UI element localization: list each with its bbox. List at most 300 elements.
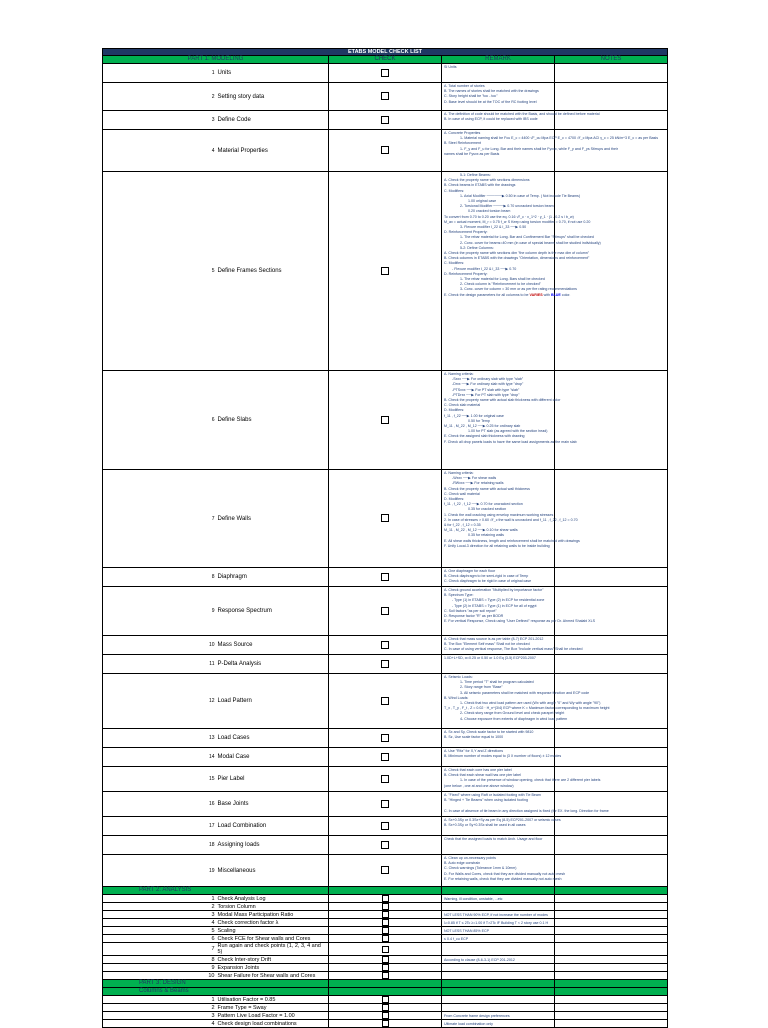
checklist-row: [103, 767, 668, 792]
remark-line: B. In case of using ECP, it could be replaced with IBS code: [444, 117, 538, 122]
remark-line: -Sxxx ──▶ For ordinary slab with type "slab": [452, 377, 524, 382]
row-number: 2: [103, 903, 216, 911]
part2-header-check: [329, 887, 442, 895]
remark-line: A. Total number of stories: [444, 84, 485, 88]
notes-cell[interactable]: [555, 748, 668, 767]
check-cell[interactable]: [329, 836, 442, 855]
remark-line: SI Units: [444, 65, 457, 69]
row-number: 19: [103, 855, 216, 887]
remark-line: 3- Flexure modifier I_22 & I_33 ──▶ 0.50: [460, 225, 527, 230]
remark-line: A. One diaphragm for each floor: [444, 569, 496, 573]
header-remark: REMARK: [442, 56, 555, 64]
remark-line: B. The Box "Element Self mass" Shall not be checked: [444, 642, 530, 647]
checklist-row: [103, 1020, 668, 1028]
remark-line: 0.35 for cracked section: [468, 507, 507, 512]
notes-cell[interactable]: [555, 83, 668, 111]
item-label: Utilisation Factor = 0.85: [216, 996, 329, 1004]
remark-cell: [442, 903, 555, 911]
check-box[interactable]: [382, 996, 389, 1003]
checklist-table: [102, 48, 668, 1028]
header-part: PART 1: MODELING: [103, 56, 329, 64]
notes-cell[interactable]: [555, 903, 668, 911]
row-number: 13: [103, 729, 216, 748]
notes-cell[interactable]: [555, 972, 668, 980]
notes-cell[interactable]: [555, 817, 668, 836]
check-cell[interactable]: [329, 674, 442, 729]
check-cell[interactable]: [329, 729, 442, 748]
remark-line: C. Check warnings (Tolerance 1mm & 10mm): [444, 866, 517, 871]
check-box[interactable]: [381, 660, 389, 668]
item-label: Setting story data: [216, 83, 329, 111]
remark-line: 0.20 cracked torsion beam: [468, 209, 511, 214]
row-number: 2: [103, 1004, 216, 1012]
notes-cell[interactable]: [555, 919, 668, 927]
notes-cell[interactable]: [555, 172, 668, 371]
check-box[interactable]: [382, 919, 389, 926]
check-cell[interactable]: [329, 964, 442, 972]
item-label: Load Cases: [216, 729, 329, 748]
notes-cell[interactable]: [555, 943, 668, 956]
check-cell[interactable]: [329, 972, 442, 980]
part3-header-notes: [555, 980, 668, 988]
remark-line: C. In case of absence of tie beam in any direction assigned is fixed (for EX. the long. Direction for frame: [444, 808, 609, 813]
item-label: Assigning loads: [216, 836, 329, 855]
item-label: Define Slabs: [216, 371, 329, 470]
remark-line: B. Check that each shear wall has one pier label: [444, 773, 521, 778]
remark-line: 1- F_y and F_u for Long. Bar and their names shall be Fyxxx, while F_y and F_ys Stirrups and their: [460, 146, 619, 151]
check-cell[interactable]: [329, 943, 442, 956]
remark-line: M_11 , M_22 , M_12 ──▶ 0.25 for ordinary slab: [444, 424, 521, 429]
check-cell[interactable]: [329, 748, 442, 767]
row-number: 3: [103, 911, 216, 919]
remark-line: A. Check the property name with sections dim "the column depth is the max dim of column": [444, 251, 589, 256]
check-box[interactable]: [381, 734, 389, 742]
item-label: Diaphragm: [216, 568, 329, 587]
remark-cell: [442, 655, 555, 674]
notes-cell[interactable]: [555, 636, 668, 655]
check-box[interactable]: [381, 573, 389, 581]
check-cell[interactable]: [329, 911, 442, 919]
item-label: Check correction factor λ: [216, 919, 329, 927]
remark-line: 4- Choose exposure from extents of diaphragm in wind load pattern: [460, 716, 568, 721]
row-number: 4: [103, 130, 216, 172]
check-cell[interactable]: [329, 1020, 442, 1028]
notes-cell[interactable]: [555, 371, 668, 470]
check-cell[interactable]: [329, 767, 442, 792]
remark-line: F. Check all drop panels loads to have the same load assignments as the main slab: [444, 439, 577, 444]
part3-header-label: PART 3: DESIGN: [103, 980, 329, 988]
row-number: 3: [103, 111, 216, 130]
item-label: Base Joints: [216, 792, 329, 817]
check-cell[interactable]: [329, 792, 442, 817]
remark-line: D. Base level should be at the TOC of the RC footing level: [444, 99, 537, 104]
remark-line: A. Sx and Sy, Check scale factor to be started with 9810: [444, 730, 534, 734]
remark-line: -Wxxx ──▶ For shear walls: [452, 476, 497, 481]
check-cell[interactable]: [329, 1004, 442, 1012]
remark-line: A. Seismic Loads:: [444, 675, 473, 679]
row-number: 6: [103, 935, 216, 943]
remark-line: B. Check columns in ETABS with the drawings "Orientation, dimensions and reinforcement": [444, 256, 590, 261]
item-label: Scaling: [216, 927, 329, 935]
check-cell[interactable]: [329, 903, 442, 911]
checklist-row: [103, 587, 668, 636]
check-box[interactable]: [382, 946, 389, 953]
remark-line: & for f_22 , f_12 = 0.35: [444, 523, 481, 528]
checklist-row: [103, 748, 668, 767]
check-cell[interactable]: [329, 111, 442, 130]
remark-line: -RWxxx ──▶ For retaining walls: [452, 481, 504, 486]
row-number: 5: [103, 172, 216, 371]
remark-line: E. Check the design parameters for all columns to be VARIES with BLUE color.: [444, 292, 571, 297]
notes-cell[interactable]: [555, 895, 668, 903]
check-box[interactable]: [381, 753, 389, 761]
check-box[interactable]: [382, 964, 389, 971]
remark-line: M_ax = actual moment, M_r = 0.75 f_cr S Keep using torsion modifier = 0.70, if not use 0.20: [444, 219, 591, 224]
remark-cell: [442, 172, 601, 371]
check-cell[interactable]: [329, 83, 442, 111]
item-label: Modal Mass Participation Ratio: [216, 911, 329, 919]
remark-line: A. Sx+0.3Sy or 0.3Sx+Sy as per Eq (8-5) ECP201-2007 or seismic cases: [444, 818, 561, 822]
remark-line: 3- All seismic parameters shall be matched with response function and ECP code: [460, 690, 590, 695]
checklist-row: [103, 895, 668, 903]
remark-line: A. Check the property name with sections dimensions: [444, 178, 530, 183]
row-number: 5: [103, 927, 216, 935]
remark-line: C. Soil factors "as per soil report": [444, 608, 497, 613]
remark-cell: From Concrete frame design preferences: [442, 1012, 555, 1020]
checklist-row: [103, 927, 668, 935]
remark-line: 1- Material naming shall be Fcu E_c = 4400 √F_cu Mpa ECP E_c = 4700 √f'_c Mpa ACI γ_c = 25 kN/m^3 E_c = as per Basis: [460, 136, 659, 141]
row-number: 3: [103, 1012, 216, 1020]
item-label: Response Spectrum: [216, 587, 329, 636]
checklist-row: [103, 903, 668, 911]
check-box[interactable]: [381, 69, 389, 77]
check-box[interactable]: [381, 146, 389, 154]
item-label: Miscellaneous: [216, 855, 329, 887]
check-box[interactable]: [382, 911, 389, 918]
remark-line: E. For retaining walls, check that they are divided manually not auto mesh: [444, 876, 562, 881]
remark-cell: Warning, ill condition, unstable, ...etc: [442, 895, 555, 903]
remark-line: 1. Check the wall cracking using envelop maximum working stresses: [444, 512, 554, 517]
row-number: 14: [103, 748, 216, 767]
item-label: Check design load combinations: [216, 1020, 329, 1028]
remark-line: E. All shear walls thickness, length and reinforcement shall be matched with drawings: [444, 538, 580, 543]
checklist-row: [103, 1004, 668, 1012]
row-number: 8: [103, 568, 216, 587]
checklist-row: [103, 371, 668, 470]
remark-line: A. The definition of code should be matched with the Basis, and should be defined before material: [444, 112, 600, 116]
check-box[interactable]: [381, 822, 389, 830]
remark-line: A. "Fixed" where using Raft or Isolated footing with Tie Beam: [444, 793, 541, 797]
remark-cell: [442, 587, 595, 636]
check-cell[interactable]: [329, 568, 442, 587]
check-box[interactable]: [382, 903, 389, 910]
remark-line: A. Use "Ritz" for X,Y and Z directions: [444, 749, 504, 753]
row-number: 18: [103, 836, 216, 855]
remark-line: D. Reinforcement Property:: [444, 230, 488, 235]
row-number: 1: [103, 895, 216, 903]
row-number: 11: [103, 655, 216, 674]
check-cell[interactable]: [329, 956, 442, 964]
remark-line: -PTDrxx ──▶ For PT slab with type "drop": [452, 392, 520, 397]
check-box[interactable]: [381, 800, 389, 808]
row-number: 2: [103, 83, 216, 111]
remark-line: B. Sx+0.3Sy or Sy+0.3Sx shall be used in all cases: [444, 823, 526, 828]
remark-line: -Drxx ──▶ For ordinary slab with type "drop": [452, 382, 524, 387]
remark-cell: NOT LESS THAN 90% ECP, if not increase the number of modes: [442, 911, 555, 919]
row-number: 6: [103, 371, 216, 470]
varies-keyword: VARIES: [529, 292, 543, 297]
remark-cell: [442, 568, 555, 587]
part3-subheader-remark: [442, 988, 555, 996]
check-box[interactable]: [382, 935, 389, 942]
check-box[interactable]: [381, 267, 389, 275]
remark-line: 1- Axial Modifier ──────▶ 0.50 in case of Temp. ( Not include Tie Beams): [460, 193, 581, 198]
checklist-row: [103, 674, 668, 729]
check-box[interactable]: [381, 116, 389, 124]
remark-line: A. Concrete Properties: [444, 131, 481, 135]
check-cell[interactable]: [329, 172, 442, 371]
checklist-row: [103, 655, 668, 674]
checklist-row: [103, 943, 668, 956]
checklist-sheet: [102, 48, 668, 1028]
notes-cell[interactable]: [555, 855, 668, 887]
remark-line: B. "Hinged + Tie Beams" when using Isolated footing: [444, 798, 528, 803]
check-cell[interactable]: [329, 470, 442, 568]
checklist-row: [103, 972, 668, 980]
remark-line: - Type (2) in ETABS = Type (1) in ECP for all of egypt: [452, 603, 537, 608]
check-box[interactable]: [381, 775, 389, 783]
row-number: 10: [103, 636, 216, 655]
row-number: 9: [103, 964, 216, 972]
remark-line: 1.0D+L+SD, α=0.25 or 0.50 or 1.0 Eq (3-5) ECP203-2007: [444, 656, 536, 660]
check-box[interactable]: [382, 1020, 389, 1027]
item-label: Modal Case: [216, 748, 329, 767]
remark-line: 1- In case of the presence of window opening, check that there are 2 different pier labels: [460, 778, 601, 783]
checklist-row: [103, 919, 668, 927]
checklist-row: [103, 836, 668, 855]
check-cell[interactable]: [329, 996, 442, 1004]
row-number: 4: [103, 919, 216, 927]
remark-cell: According to clause (8-6-3-1) ECP 201-2012: [442, 956, 555, 964]
row-number: 7: [103, 943, 216, 956]
remark-line: T_x , T_y , F_t , Z = 0.02 · H_n^(3/4) ECP where K = Maximum factor corresponding to maximum height: [444, 706, 610, 711]
item-label: Define Walls: [216, 470, 329, 568]
item-label: Load Pattern: [216, 674, 329, 729]
row-number: 12: [103, 674, 216, 729]
checklist-row: [103, 64, 668, 83]
remark-cell: [442, 817, 561, 836]
remark-line: B. Check diaphragm to be semi-rigid in case of Temp: [444, 574, 529, 579]
check-box[interactable]: [381, 841, 389, 849]
remark-line: M_11 , M_22 , M_12 ──▶ 0.10 for shear walls: [444, 528, 518, 533]
remark-cell: [442, 972, 555, 980]
row-number: 1: [103, 996, 216, 1004]
notes-cell[interactable]: [555, 964, 668, 972]
check-box[interactable]: [381, 641, 389, 649]
remark-line: 1.00 original case: [468, 199, 497, 204]
check-cell[interactable]: [329, 895, 442, 903]
notes-cell[interactable]: [555, 729, 668, 748]
notes-cell[interactable]: [555, 1004, 668, 1012]
remark-line: A. Naming criteria:: [444, 471, 474, 475]
check-cell[interactable]: [329, 130, 442, 172]
check-box[interactable]: [381, 866, 389, 874]
checklist-row: [103, 817, 668, 836]
checklist-row: [103, 130, 668, 172]
item-label: Material Properties: [216, 130, 329, 172]
check-box[interactable]: [382, 1004, 389, 1011]
remark-cell: [442, 371, 577, 470]
item-label: Check FCE for Shear walls and Cores: [216, 935, 329, 943]
check-cell[interactable]: [329, 935, 442, 943]
part3-subheader-check: [329, 988, 442, 996]
notes-cell[interactable]: [555, 935, 668, 943]
remark-line: B. Sz, Use scale factor equal to 1000: [444, 735, 504, 740]
part3-header-remark: [442, 980, 555, 988]
remark-cell: [442, 792, 609, 817]
remark-line: To convert from 0.70 to 0.20 use the eq. 0.16 √f'_c · x_1^2 · y_1 · (1 - 0.2 s / b_w): [444, 214, 574, 219]
remark-cell: NOT LESS THAN 85% ECP: [442, 927, 555, 935]
check-cell[interactable]: [329, 371, 442, 470]
item-label: P-Delta Analysis: [216, 655, 329, 674]
remark-line: 2- Check story range from Ground level and check parapet height: [460, 711, 565, 716]
check-cell[interactable]: [329, 64, 442, 83]
item-label: Torsion Column: [216, 903, 329, 911]
row-number: 8: [103, 956, 216, 964]
item-label: Frame Type = Sway: [216, 1004, 329, 1012]
remark-line: C. Check wall material: [444, 491, 480, 496]
notes-cell[interactable]: [555, 1020, 668, 1028]
remark-cell: λ=0.85 if T ≤ 2Tc λ=1.00 if T>2Tc IF Building T < 2 story use 0.1 H: [442, 919, 555, 927]
remark-line: B. Check the property name with actual wall thickness: [444, 486, 530, 491]
remark-line: 1- The rebar material for Long. Bars shall be checked: [460, 277, 545, 282]
remark-cell: [442, 111, 600, 130]
checklist-row: [103, 83, 668, 111]
check-box[interactable]: [382, 927, 389, 934]
remark-line: 2. In case of stresses > 0.60 √f'_c the wall is uncracked and f_11 , f_22 , f_12 = 0.70: [444, 517, 578, 522]
part3-subheader-notes: [555, 988, 668, 996]
row-number: 15: [103, 767, 216, 792]
notes-cell[interactable]: [555, 927, 668, 935]
remark-cell: [442, 636, 583, 655]
remark-cell: [442, 1004, 555, 1012]
remark-line: B. Check beams in ETABS with the drawings: [444, 183, 516, 188]
checklist-row: [103, 172, 668, 371]
item-label: Expansion Joints: [216, 964, 329, 972]
remark-line: A. Check that each core has one pier label: [444, 768, 512, 772]
remark-line: B. Spectrum Type:: [444, 593, 474, 598]
check-box[interactable]: [381, 697, 389, 705]
check-box[interactable]: [381, 92, 389, 100]
notes-cell[interactable]: [555, 64, 668, 83]
header-notes: NOTES: [555, 56, 668, 64]
check-box[interactable]: [381, 416, 389, 424]
item-label: Run again and check points (1, 2, 3, 4 and 5): [216, 943, 329, 956]
checklist-row: [103, 111, 668, 130]
remark-cell: [442, 130, 659, 172]
remark-line: E. For vertical Response, Check using "User Defined" response as per Dr. Ahmed Shalabi XLS: [444, 619, 595, 624]
item-label: Define Frames Sections: [216, 172, 329, 371]
remark-cell: [442, 996, 555, 1004]
remark-line: 3- Conc. cover for column = 30 mm or as per fire rating recommendations: [460, 287, 577, 292]
title-row: [103, 49, 668, 56]
item-label: Units: [216, 64, 329, 83]
part2-header-notes: [555, 887, 668, 895]
check-box[interactable]: [382, 956, 389, 963]
item-label: Shear Failure for Shear walls and Cores: [216, 972, 329, 980]
remark-cell: Ultimate load combination only: [442, 1020, 555, 1028]
remark-cell: [442, 855, 566, 887]
check-box[interactable]: [381, 514, 389, 522]
remark-line: 2- Conc. cover for beams=40 mm (in case of special beams shall be studied individually): [460, 240, 601, 245]
remark-line: E. Check the assigned slab thickness with drawing: [444, 434, 525, 439]
remark-line: f_11 , f_22 ──▶ 1.00 for original case: [444, 413, 504, 418]
remark-line: A. Clean up un-necessary points: [444, 856, 496, 860]
remark-line: C. Check slab material: [444, 403, 481, 408]
item-label: Define Code: [216, 111, 329, 130]
remark-line: B. Check the property name with actual slab thickness with different color: [444, 398, 561, 403]
remark-line: 5-2: Define Columns:: [460, 245, 494, 250]
check-cell[interactable]: [329, 927, 442, 935]
row-number: 17: [103, 817, 216, 836]
item-label: Check Inter-story Drift: [216, 956, 329, 964]
row-number: 10: [103, 972, 216, 980]
checklist-row: [103, 792, 668, 817]
blue-keyword: BLUE: [551, 292, 561, 297]
check-cell[interactable]: [329, 636, 442, 655]
header-row: [103, 56, 668, 64]
remark-line: - Flexure modifier I_22 & I_33 ──▶ 0.70: [452, 266, 517, 271]
notes-cell[interactable]: [555, 956, 668, 964]
check-cell[interactable]: [329, 1012, 442, 1020]
remark-line: C. Check diaphragm to be rigid in case of original case: [444, 579, 532, 584]
remark-line: 2- Check column is "Reinforcement to be checked": [460, 282, 541, 287]
notes-cell[interactable]: [555, 655, 668, 674]
checklist-row: [103, 996, 668, 1004]
check-cell[interactable]: [329, 587, 442, 636]
checklist-row: [103, 729, 668, 748]
remark-line: 0.50 for Temp: [468, 418, 490, 423]
notes-cell[interactable]: [555, 587, 668, 636]
notes-cell[interactable]: [555, 1012, 668, 1020]
check-box[interactable]: [382, 972, 389, 979]
row-number: 1: [103, 64, 216, 83]
remark-line: names shall be Fysxx as per Basis: [444, 151, 500, 156]
check-box[interactable]: [381, 607, 389, 615]
notes-cell[interactable]: [555, 568, 668, 587]
check-cell[interactable]: [329, 855, 442, 887]
row-number: 16: [103, 792, 216, 817]
remark-cell: [442, 943, 555, 956]
remark-line: -PTSxxx ──▶ For PT slab with type "slab": [452, 387, 520, 392]
remark-line: 1- The rebar material for Long. Bar and Confinement Bar "Stirrups" shall be checked: [460, 235, 594, 240]
remark-line: 1- Check that two wind load pattern are used (Wx with angle "0" and Wy with angle "90"): [460, 701, 601, 706]
remark-line: D. Reinforcement Property:: [444, 271, 488, 276]
notes-cell[interactable]: [555, 996, 668, 1004]
check-box[interactable]: [382, 1012, 389, 1019]
remark-line: 5-1: Define Beams:: [460, 173, 491, 177]
remark-line: D. For Walls and Cores, check that they are divided manually not auto mesh: [444, 871, 566, 876]
notes-cell[interactable]: [555, 911, 668, 919]
check-cell[interactable]: [329, 817, 442, 836]
notes-cell[interactable]: [555, 836, 668, 855]
check-box[interactable]: [382, 895, 389, 902]
check-cell[interactable]: [329, 655, 442, 674]
check-cell[interactable]: [329, 919, 442, 927]
remark-cell: [442, 767, 601, 792]
item-label: Pier Label: [216, 767, 329, 792]
remark-line: - Type (1) in ETABS = Type (2) in ECP for residential zone: [452, 598, 545, 603]
